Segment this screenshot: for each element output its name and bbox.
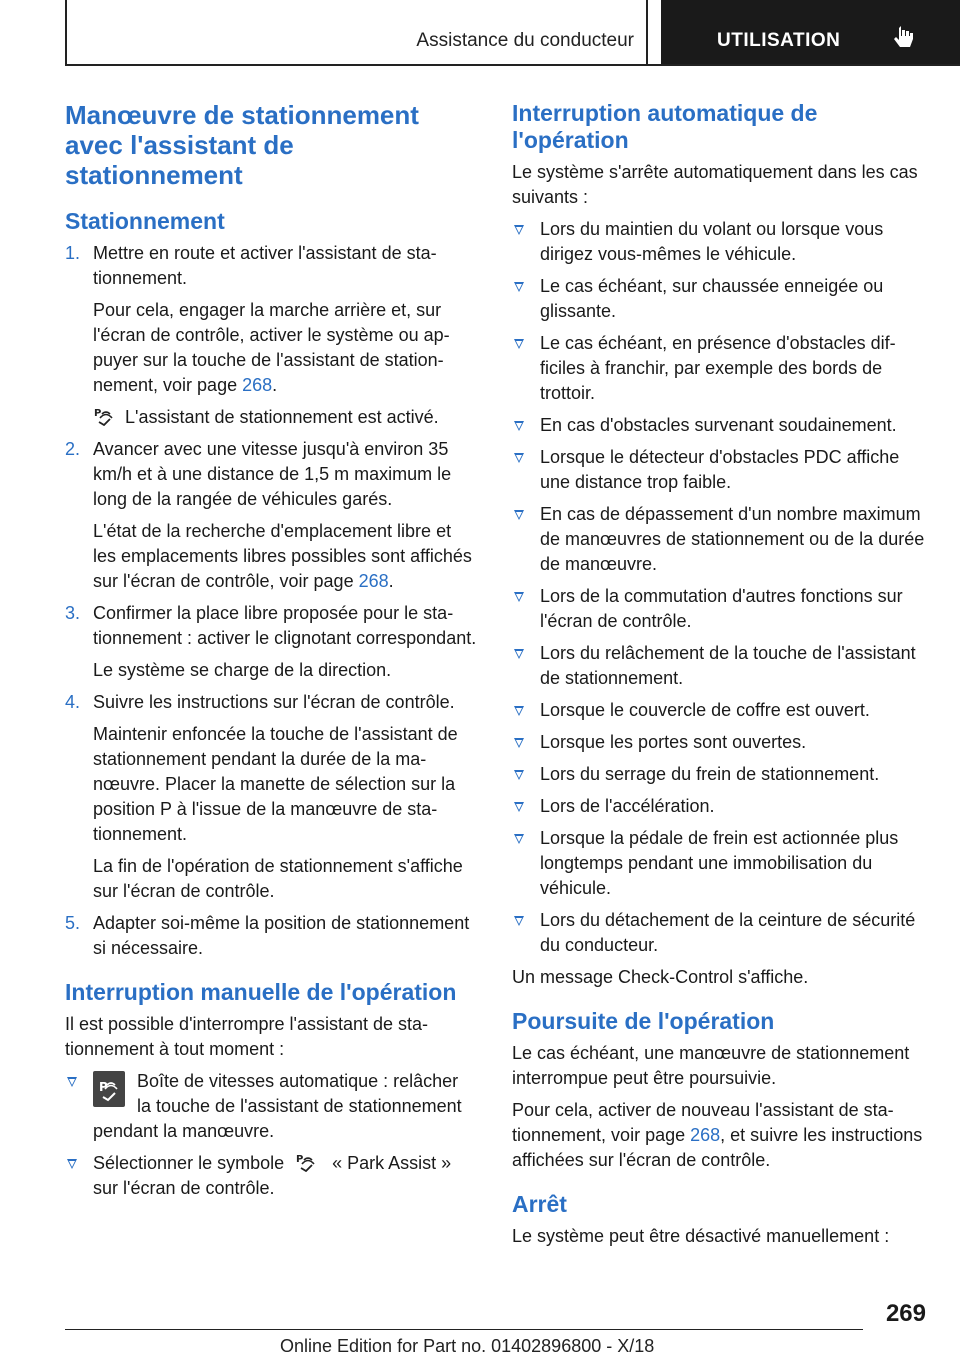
bullet-text: Boîte de vitesses automatique : relâcher la touche de l'assistant de stationnement pendant la manœuvre. [93, 1071, 462, 1141]
paragraph: Le système peut être désactivé manuellement : [512, 1226, 890, 1246]
page-link[interactable]: 268 [690, 1125, 721, 1145]
step-item [65, 437, 477, 594]
bullet-text: Lors du maintien du volant ou lorsque vous dirigez vous-mêmes le véhicule. [540, 219, 884, 264]
parking-button-icon [93, 1071, 125, 1107]
bullet-text: Lors du détachement de la ceinture de sécurité du conducteur. [540, 910, 916, 955]
step-detail: L'état de la recherche d'emplacement libre et les emplacements libres possibles sont affichés sur l'écran de contrôle, voir page 268. [93, 521, 472, 591]
paragraph: Le cas échéant, une manœuvre de stationnement interrompue peut être poursuivie. [512, 1043, 910, 1088]
triangle-bullet-icon [514, 802, 524, 812]
triangle-bullet-icon [514, 339, 524, 349]
step-item [65, 241, 477, 430]
triangle-bullet-icon [514, 453, 524, 463]
bullet-item [512, 502, 928, 577]
triangle-bullet-icon [514, 649, 524, 659]
subheading-poursuite: Poursuite de l'opération [512, 1008, 775, 1034]
bullet-item [512, 698, 928, 723]
step-detail: P L'assistant de stationnement est activé. [94, 407, 439, 427]
svg-text:P: P [99, 1080, 108, 1094]
triangle-bullet-icon [514, 706, 524, 716]
subheading-stationnement: Stationnement [65, 208, 225, 234]
step-number: 1. [65, 243, 81, 263]
subheading-interruption-manuelle: Interruption manuelle de l'opération [65, 979, 457, 1005]
triangle-bullet-icon [514, 282, 524, 292]
page-link[interactable]: 268 [242, 375, 273, 395]
bullet-text: Lors du serrage du frein de stationnement. [540, 764, 880, 784]
chapter-title: UTILISATION [717, 30, 841, 51]
page-number: 269 [885, 1300, 926, 1327]
triangle-bullet-icon [514, 738, 524, 748]
bullet-text: En cas de dépassement d'un nombre maximum de manœuvres de stationnement ou de la durée de manœuvre. [540, 504, 925, 574]
bullet-item [512, 413, 928, 438]
edition-footer: Online Edition for Part no. 01402896800 - X/18 [280, 1336, 655, 1356]
bullet-text: Lorsque les portes sont ouvertes. [540, 732, 807, 752]
main-heading: Manœuvre de stationnement avec l'assistant de stationnement [65, 100, 419, 190]
running-header-chapter [661, 0, 960, 64]
bullet-item [512, 762, 928, 787]
paragraph: Le système s'arrête automatiquement dans les cas suivants : [512, 162, 918, 207]
bullet-item [512, 274, 928, 324]
bullet-text: Lorsque le couvercle de coffre est ouvert. [540, 700, 870, 720]
triangle-bullet-icon [514, 510, 524, 520]
step-text: Suivre les instructions sur l'écran de contrôle. [93, 692, 455, 712]
section-title: Assistance du conducteur [416, 30, 634, 51]
triangle-bullet-icon [67, 1159, 77, 1169]
step-detail: La fin de l'opération de stationnement s'affiche sur l'écran de contrôle. [93, 856, 463, 901]
svg-text:P: P [94, 408, 102, 419]
step-item [65, 690, 477, 904]
park-assist-icon [295, 1152, 321, 1172]
bullet-item [512, 908, 928, 958]
triangle-bullet-icon [514, 225, 524, 235]
triangle-bullet-icon [514, 834, 524, 844]
step-detail: Le système se charge de la direction. [93, 660, 392, 680]
step-item [65, 911, 477, 961]
bullet-item [512, 217, 928, 267]
triangle-bullet-icon [514, 421, 524, 431]
bullet-text: Lorsque la pédale de frein est actionnée plus longtemps pendant une immobilisation du véhicule. [540, 828, 899, 898]
step-number: 3. [65, 603, 81, 623]
page-link[interactable]: 268 [358, 571, 389, 591]
bullet-text: « Park Assist » sur l'écran de contrôle. [93, 1153, 452, 1198]
bullet-list [65, 1069, 477, 1201]
step-number: 4. [65, 692, 81, 712]
bullet-item [512, 730, 928, 755]
bullet-item [512, 794, 928, 819]
step-number: 5. [65, 913, 81, 933]
paragraph: Un message Check-Control s'affiche. [512, 967, 809, 987]
triangle-bullet-icon [514, 592, 524, 602]
bullet-item [512, 826, 928, 901]
bullet-item [512, 331, 928, 406]
bullet-text: Lors de l'accélération. [540, 796, 715, 816]
bullet-text: Lorsque le détecteur d'obstacles PDC affiche une distance trop faible. [540, 447, 900, 492]
bullet-item [512, 641, 928, 691]
bullet-text: Le cas échéant, en présence d'obstacles difficiles à franchir, par exemple des bords de trottoir. [540, 333, 896, 403]
right-column [512, 100, 928, 1256]
svg-text:P: P [296, 1154, 304, 1165]
running-header-section [65, 0, 648, 64]
step-text: Confirmer la place libre proposée pour le stationnement : activer le clignotant correspondant. [93, 603, 477, 648]
subheading-interruption-automatique: Interruption automatique de l'opération [512, 100, 818, 153]
bullet-text: En cas d'obstacles survenant soudainement. [540, 415, 897, 435]
footer-rule [65, 1329, 863, 1330]
step-detail: Maintenir enfoncée la touche de l'assistant de stationnement pendant la durée de la manœuvre. Placer la manette de sélection sur la position P à l'issue de la manœuvre de stationnement. [93, 724, 458, 844]
triangle-bullet-icon [514, 770, 524, 780]
left-column [65, 100, 477, 1208]
bullet-text: Le cas échéant, sur chaussée enneigée ou glissante. [540, 276, 884, 321]
paragraph: Il est possible d'interrompre l'assistant de stationnement à tout moment : [65, 1014, 429, 1059]
hand-pointer-icon [893, 26, 915, 52]
step-text: Avancer avec une vitesse jusqu'à environ 35 km/h et à une distance de 1,5 m maximum le long de la rangée de véhicules garés. [93, 439, 452, 509]
subheading-arret: Arrêt [512, 1191, 567, 1217]
bullet-item [65, 1151, 477, 1201]
step-text: Mettre en route et activer l'assistant de stationnement. [93, 243, 437, 288]
bullet-text: Sélectionner le symbole [93, 1153, 285, 1173]
step-item [65, 601, 477, 683]
park-assist-icon [93, 406, 119, 426]
bullet-item [512, 445, 928, 495]
bullet-item [512, 584, 928, 634]
bullet-list [512, 217, 928, 958]
triangle-bullet-icon [67, 1077, 77, 1087]
step-detail: Pour cela, engager la marche arrière et, sur l'écran de contrôle, activer le système ou appuyer sur la touche de l'assistant de stationnement, voir page 268. [93, 300, 450, 395]
step-text: Adapter soi-même la position de stationnement si nécessaire. [93, 913, 470, 958]
header-rule [65, 64, 960, 66]
bullet-item [65, 1069, 477, 1144]
step-number: 2. [65, 439, 81, 459]
paragraph: Pour cela, activer de nouveau l'assistant de stationnement, voir page 268, et suivre les instructions affichées sur l'écran de contrôle. [512, 1100, 923, 1170]
bullet-text: Lors de la commutation d'autres fonctions sur l'écran de contrôle. [540, 586, 903, 631]
steps-list [65, 241, 477, 961]
triangle-bullet-icon [514, 916, 524, 926]
bullet-text: Lors du relâchement de la touche de l'assistant de stationnement. [540, 643, 916, 688]
